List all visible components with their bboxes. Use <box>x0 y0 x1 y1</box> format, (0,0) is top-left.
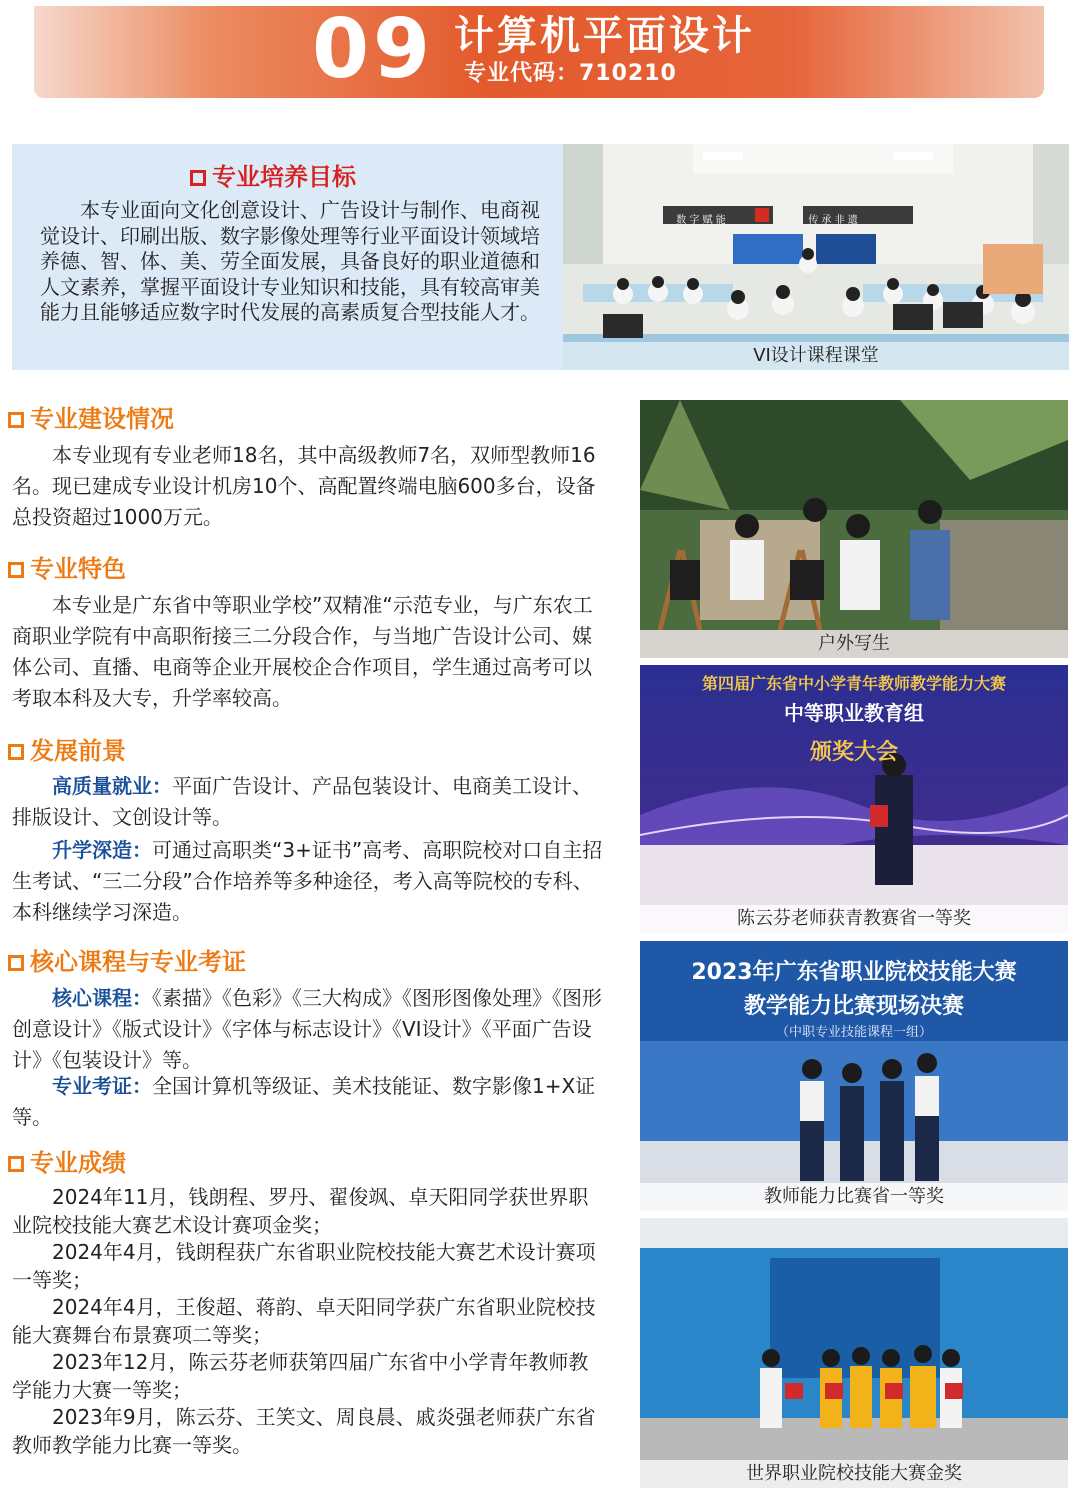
world-skills-illustration <box>640 1218 1068 1488</box>
employment-text: 高质量就业：平面广告设计、产品包装设计、电商美工设计、排版设计、文创设计等。 <box>12 774 592 829</box>
employment-label: 高质量就业： <box>52 774 172 798</box>
award2-caption: 教师能力比赛省一等奖 <box>640 1183 1068 1211</box>
outdoor-illustration <box>640 400 1068 658</box>
checkbox-square-icon <box>8 1156 24 1172</box>
checkbox-square-icon <box>8 412 24 428</box>
study-text: 升学深造：可通过高职类“3+证书”高考、高职院校对口自主招生考试、“三二分段”合作培养等多种途径，考入高等院校的专科、本科继续学习深造。 <box>12 838 603 924</box>
achievements-heading: 专业成绩 <box>8 1148 126 1178</box>
outdoor-sketch-photo <box>640 400 1068 658</box>
wall-slogan-right: 传 承 非 遗 <box>808 215 858 226</box>
certificates-label: 专业考证： <box>52 1074 152 1098</box>
achievement-item: 2024年11月，钱朗程、罗丹、翟俊飒、卓天阳同学获世界职业院校技能大赛艺术设计赛项金奖； <box>12 1185 589 1237</box>
features-text: 本专业是广东省中等职业学校”双精准“示范专业，与广东农工商职业学院有中高职衔接三二分段合作，与当地广告设计公司、媒体公司、直播、电商等企业开展校企合作项目，学生通过高考可以考取本科及大专，升学率较高。 <box>12 593 593 710</box>
courses-heading: 核心课程与专业考证 <box>8 947 246 977</box>
construction-heading: 专业建设情况 <box>8 404 174 434</box>
teaching-competition-photo <box>640 941 1068 1211</box>
award-ceremony-photo <box>640 665 1068 933</box>
checkbox-square-icon <box>8 955 24 971</box>
classroom-photo <box>563 144 1069 370</box>
checkbox-square-icon <box>8 744 24 760</box>
achievement-item: 2024年4月，王俊超、蒋韵、卓天阳同学获广东省职业院校技能大赛舞台布景赛项二等奖； <box>12 1295 596 1347</box>
training-goal-heading: 专业培养目标 <box>190 162 356 192</box>
award1-banner-line1: 第四届广东省中小学青年教师教学能力大赛 <box>701 674 1006 693</box>
classroom-illustration <box>563 144 1069 370</box>
classroom-caption: VI设计课程课堂 <box>563 342 1069 370</box>
construction-text: 本专业现有专业老师18名，其中高级教师7名，双师型教师16名。现已建成专业设计机房10个、高配置终端电脑600多台，设备总投资超过1000万元。 <box>12 443 596 529</box>
program-code: 专业代码：710210 <box>464 61 677 86</box>
core-courses-label: 核心课程： <box>52 986 152 1010</box>
features-heading: 专业特色 <box>8 554 126 584</box>
program-title: 计算机平面设计 <box>454 13 755 59</box>
award1-banner-line2: 中等职业教育组 <box>784 701 924 725</box>
checkbox-square-icon <box>190 170 206 186</box>
achievement-item: 2024年4月，钱朗程获广东省职业院校技能大赛艺术设计赛项一等奖； <box>12 1240 596 1292</box>
checkbox-square-icon <box>8 562 24 578</box>
training-goal-text: 本专业面向文化创意设计、广告设计与制作、电商视觉设计、印刷出版、数字影像处理等行业平面设计领域培养德、智、体、美、劳全面发展，具备良好的职业道德和人文素养，掌握平面设计专业知识和技能，具有较高审美能力且能够适应数字时代发展的高素质复合型技能人才。 <box>40 198 540 325</box>
award1-caption: 陈云芬老师获青教赛省一等奖 <box>640 905 1068 933</box>
award2-banner-line1: 2023年广东省职业院校技能大赛 <box>691 960 1017 985</box>
award2-banner-line3: （中职专业技能课程一组） <box>775 1025 932 1040</box>
achievements-list <box>12 1184 608 1459</box>
study-label: 升学深造： <box>52 838 152 862</box>
outdoor-caption: 户外写生 <box>640 630 1068 658</box>
achievement-item: 2023年9月，陈云芬、王笑文、周良晨、戚炎强老师获广东省教师教学能力比赛一等奖。 <box>12 1405 596 1457</box>
certificates-text: 专业考证：全国计算机等级证、美术技能证、数字影像1+X证等。 <box>12 1074 596 1129</box>
world-skills-caption: 世界职业院校技能大赛金奖 <box>640 1460 1068 1488</box>
award1-banner-line3: 颁奖大会 <box>809 740 898 765</box>
prospects-heading: 发展前景 <box>8 736 126 766</box>
award2-banner-line2: 教学能力比赛现场决赛 <box>743 994 964 1019</box>
achievement-item: 2023年12月，陈云芬老师获第四届广东省中小学青年教师教学能力大赛一等奖； <box>12 1350 589 1402</box>
core-courses-text: 核心课程：《素描》《色彩》《三大构成》《图形图像处理》《图形创意设计》《版式设计》《字体与标志设计》《VI设计》《平面广告设计》《包装设计》等。 <box>12 986 602 1072</box>
wall-slogan-left: 数 字 赋 能 <box>676 215 726 226</box>
world-skills-photo <box>640 1218 1068 1488</box>
program-number: 09 <box>312 2 435 97</box>
